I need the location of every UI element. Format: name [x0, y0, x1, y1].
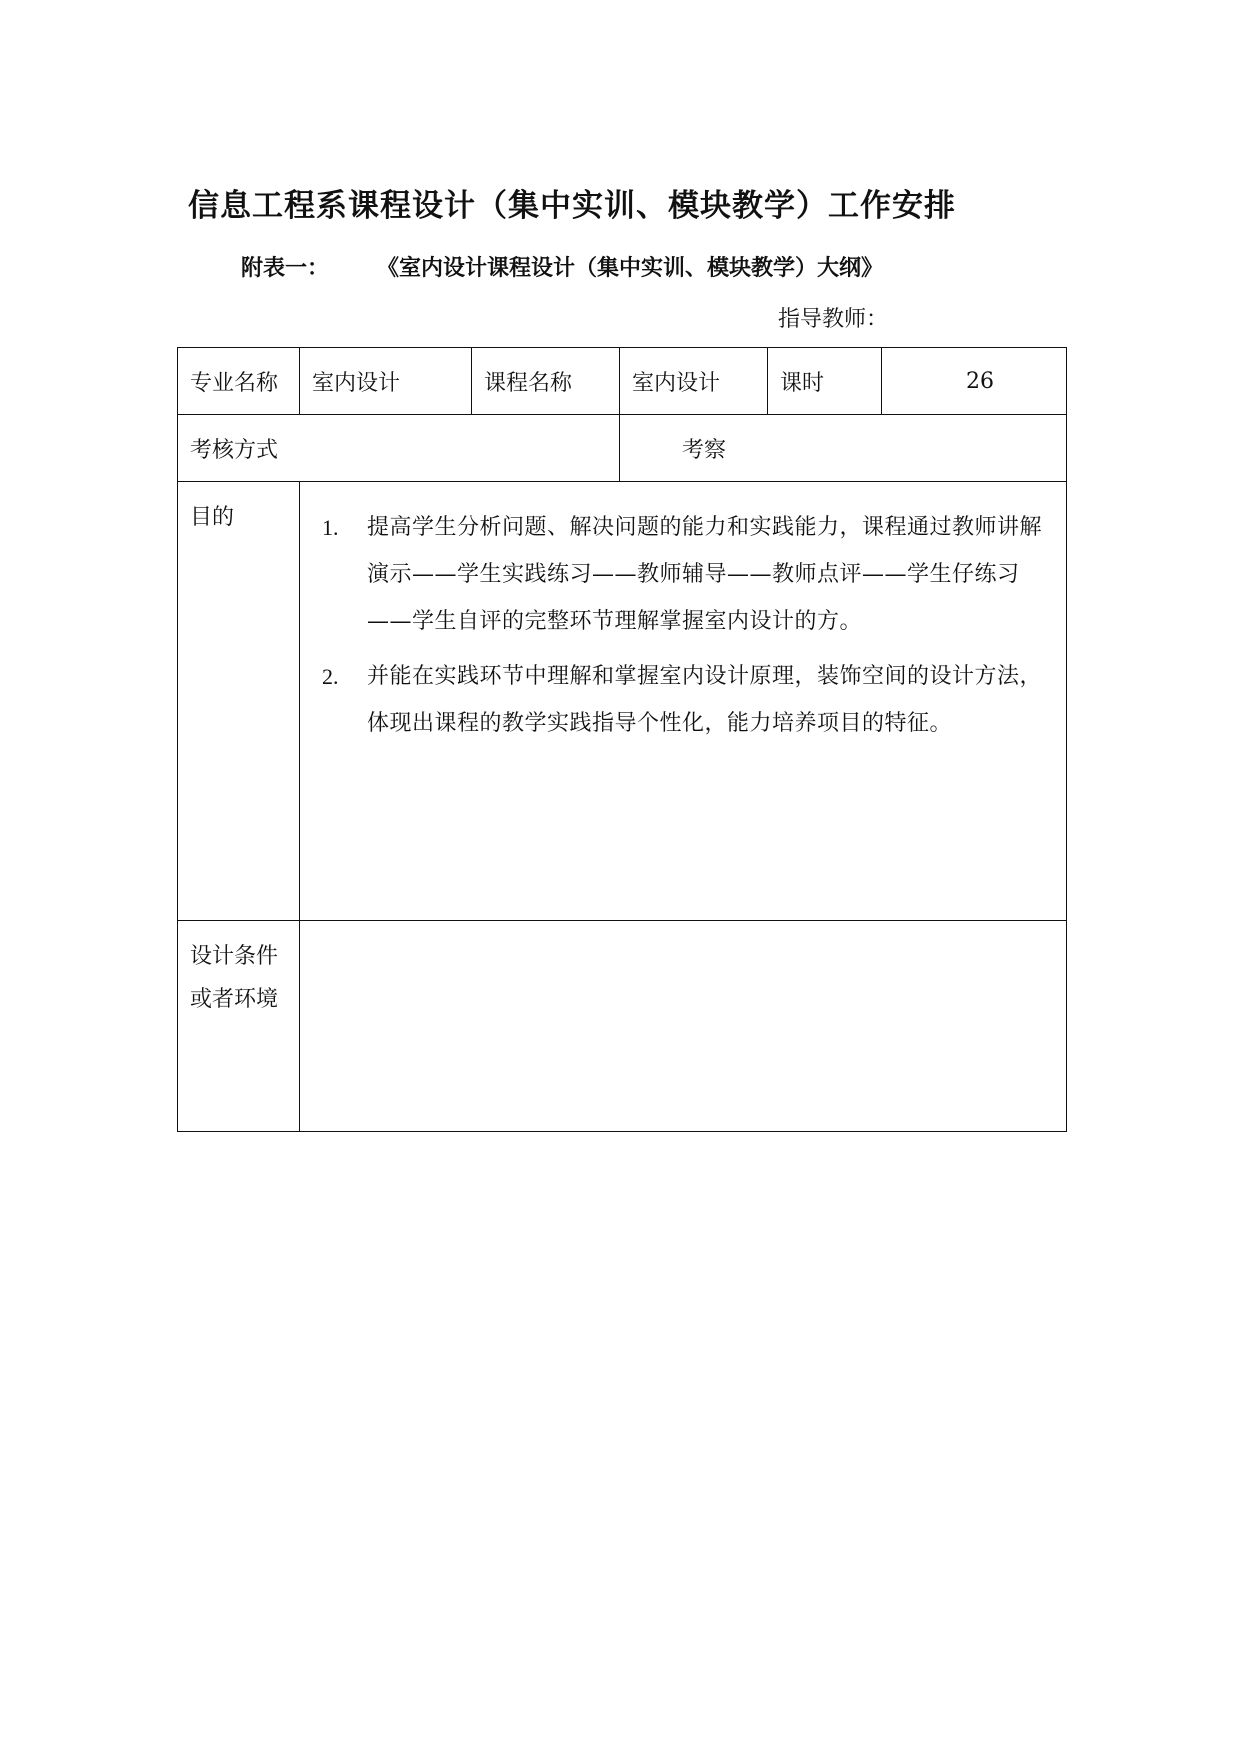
- exam-label: 考核方式: [178, 415, 620, 482]
- purpose-list: [312, 482, 1066, 747]
- purpose-label: 目的: [190, 505, 235, 530]
- course-label: 课程名称: [472, 348, 620, 415]
- list-item-text: 并能在实践环节中理解和掌握室内设计原理，装饰空间的设计方法，体现出课程的教学实践指导个性化，能力培养项目的特征。: [367, 664, 1043, 736]
- table-row: [178, 415, 1067, 482]
- course-value: 室内设计: [620, 348, 768, 415]
- list-item: [322, 504, 1058, 645]
- list-item-number: 2.: [322, 664, 339, 689]
- instructor-label: 指导教师：: [778, 307, 889, 332]
- hours-value: 26: [882, 348, 1067, 415]
- document-subtitle: [241, 251, 883, 282]
- subtitle-label: 附表一：: [241, 255, 330, 281]
- purpose-content: [300, 482, 1067, 921]
- major-label: 专业名称: [178, 348, 300, 415]
- list-item-number: 1.: [322, 515, 339, 540]
- list-item-text: 提高学生分析问题、解决问题的能力和实践能力，课程通过教师讲解演示——学生实践练习——教师辅导——教师点评——学生仔练习——学生自评的完整环节理解掌握室内设计的方。: [367, 515, 1043, 634]
- hours-label: 课时: [768, 348, 882, 415]
- purpose-label-cell: [178, 482, 300, 921]
- condition-label-cell: [178, 921, 300, 1132]
- list-item: [322, 653, 1058, 747]
- document-title: 信息工程系课程设计（集中实训、模块教学）工作安排: [188, 188, 956, 224]
- subtitle-text: 《室内设计课程设计（集中实训、模块教学）大纲》: [377, 255, 884, 281]
- table-row: [178, 348, 1067, 415]
- exam-value: 考察: [620, 415, 1067, 482]
- table-row: [178, 482, 1067, 921]
- condition-value: [300, 921, 1067, 1132]
- syllabus-table: [177, 347, 1067, 1132]
- major-value: 室内设计: [300, 348, 472, 415]
- table-row: [178, 921, 1067, 1132]
- condition-label: 设计条件或者环境: [190, 944, 279, 1012]
